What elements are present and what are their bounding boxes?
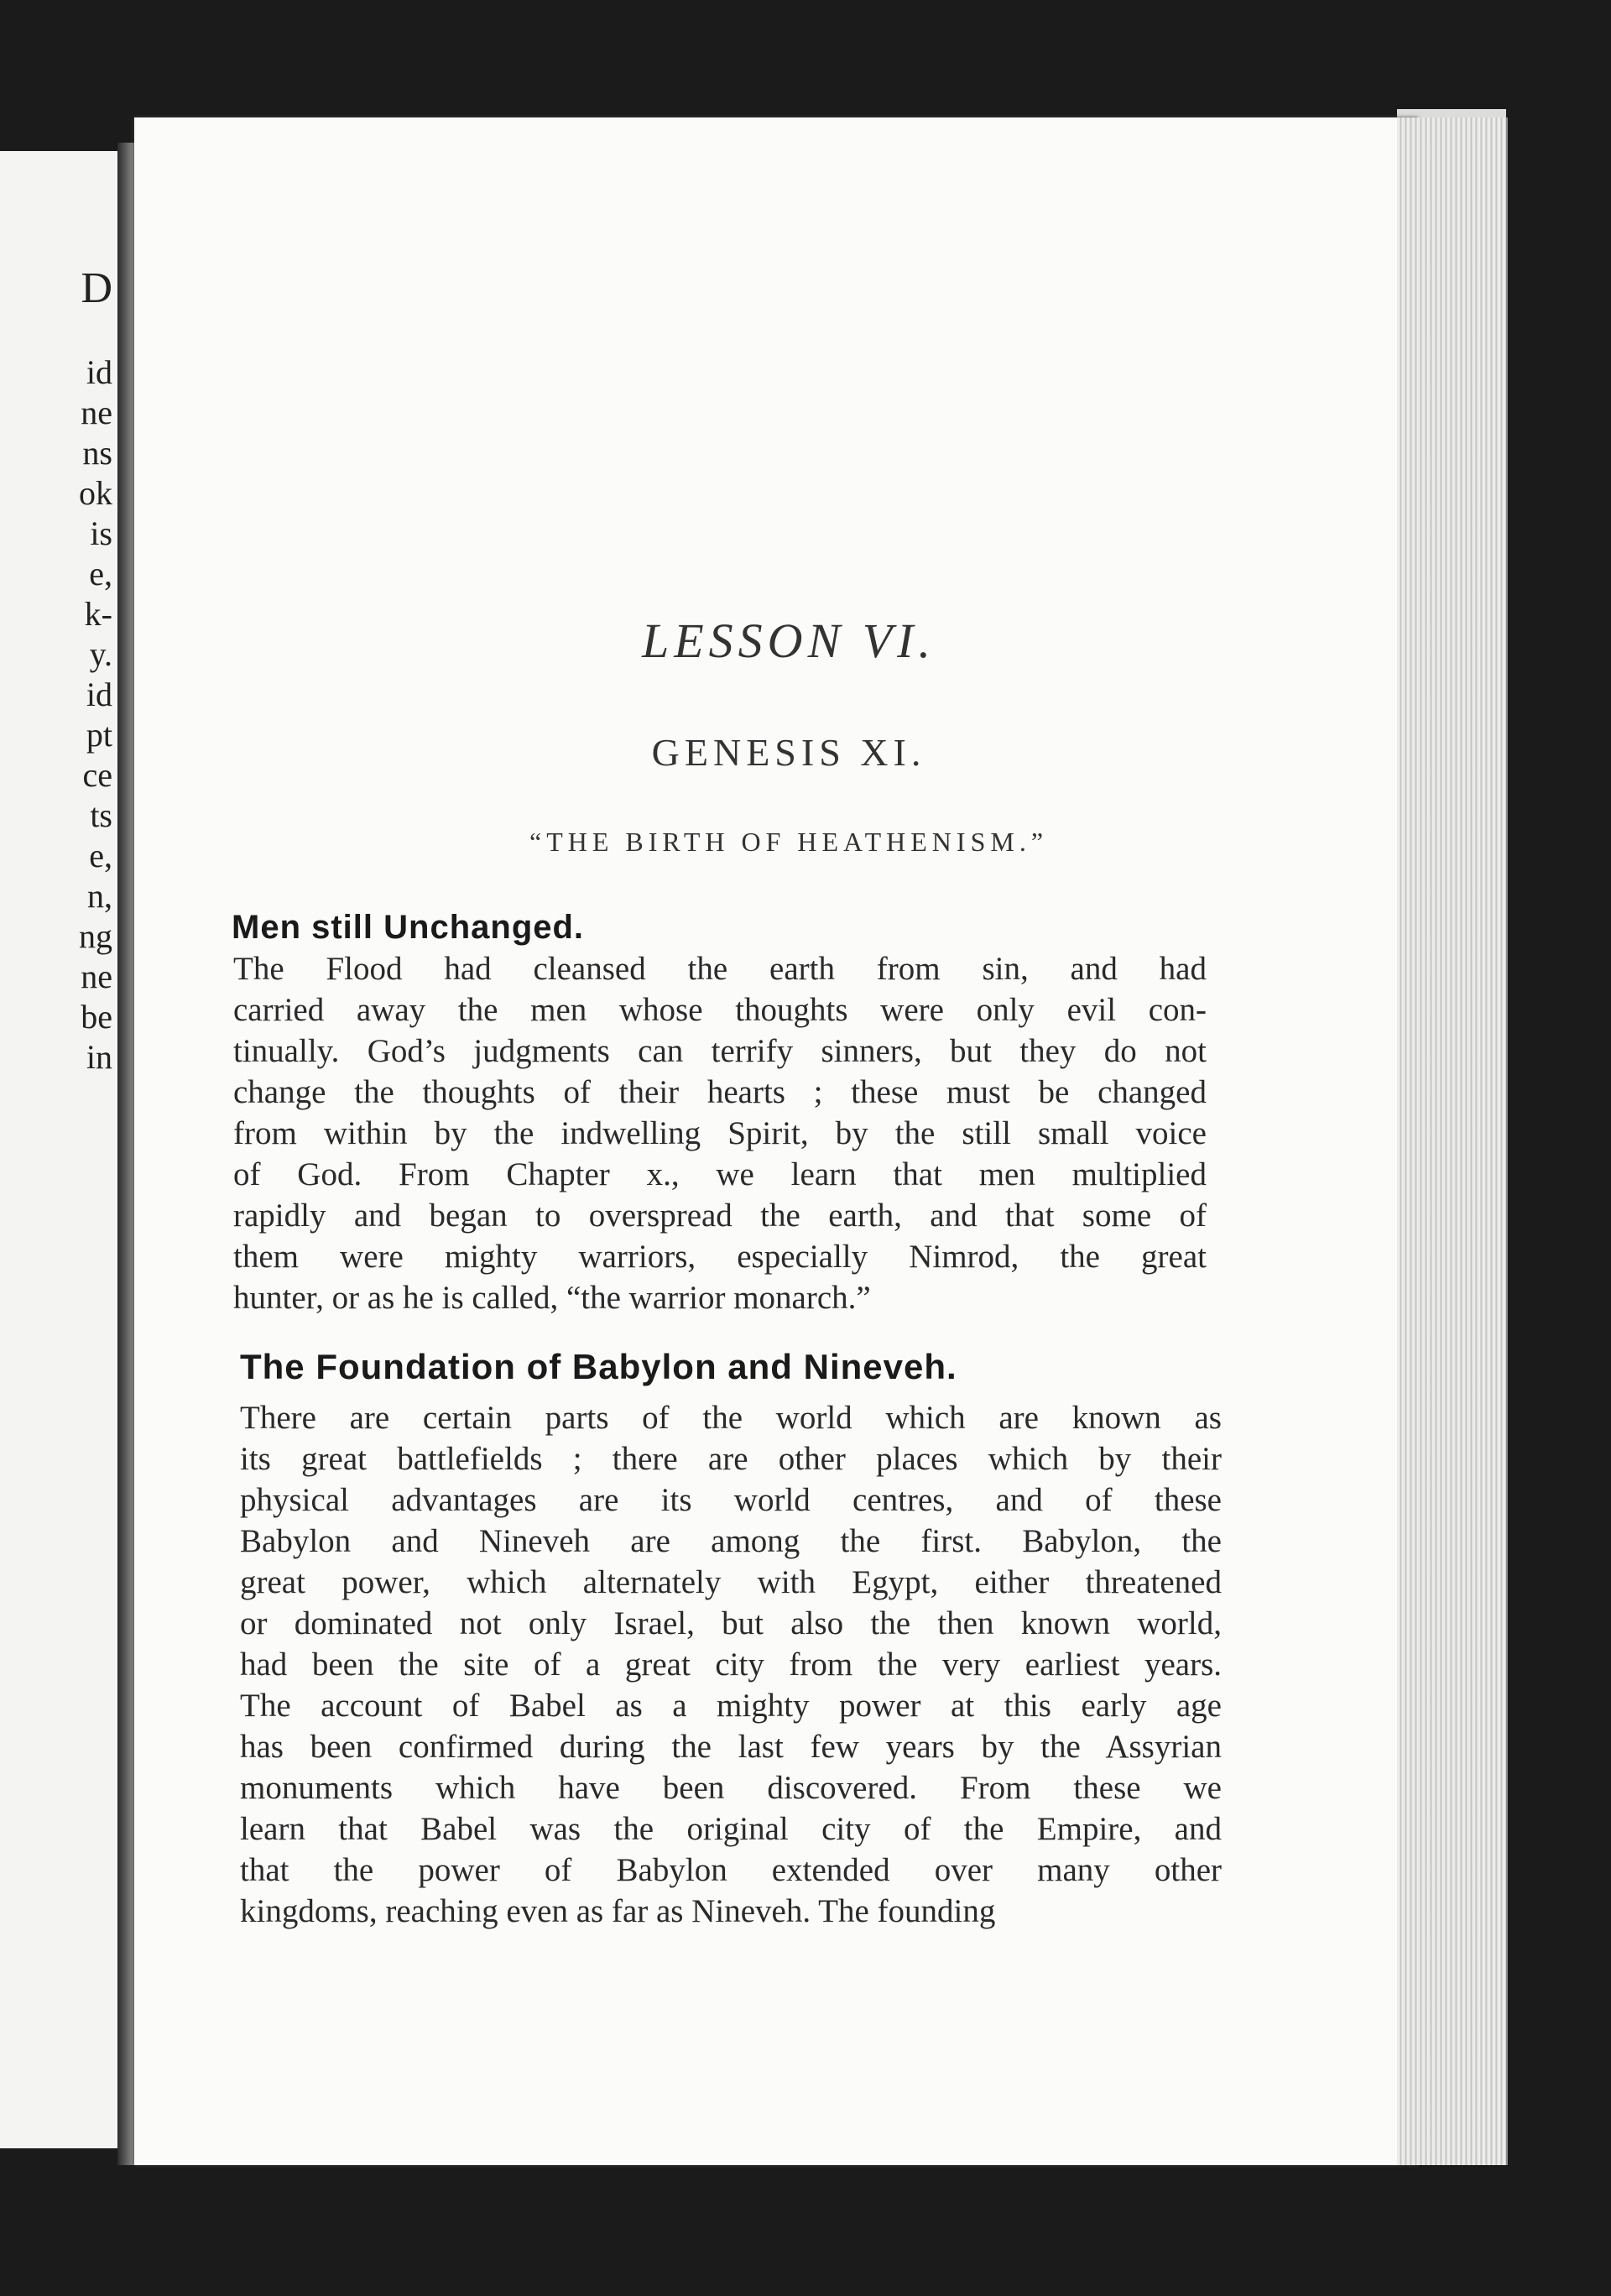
section-paragraph-1: [233, 948, 1207, 1318]
text-line: from within by the indwelling Spirit, by the still small voice: [233, 1115, 1207, 1151]
section-heading-foundation: The Foundation of Babylon and Nineveh.: [240, 1347, 957, 1386]
page-stack-edge: [1397, 117, 1508, 2165]
section-heading-men-still-unchanged: Men still Unchanged.: [232, 909, 585, 946]
text-line: that the power of Babylon extended over many other: [240, 1852, 1222, 1888]
left-page-line-fragment: ne: [81, 958, 112, 995]
left-page-line-fragment: id: [86, 353, 112, 391]
text-line: Babylon and Nineveh are among the first. Babylon, the: [240, 1523, 1222, 1559]
left-page-line-fragment: be: [81, 998, 112, 1036]
left-page-heading-fragment: D: [81, 264, 112, 312]
text-line: learn that Babel was the original city of the Empire, and: [240, 1811, 1222, 1847]
text-line: rapidly and began to overspread the earth, and that some of: [233, 1198, 1207, 1234]
left-page-line-fragment: is: [90, 514, 112, 552]
text-line: physical advantages are its world centres, and of these: [240, 1482, 1222, 1518]
left-page-line-fragment: ns: [82, 434, 112, 472]
text-line: change the thoughts of their hearts ; these must be changed: [233, 1074, 1207, 1110]
text-line: its great battlefields ; there are other places which by their: [240, 1441, 1222, 1477]
text-line: The Flood had cleansed the earth from sin, and had: [233, 951, 1207, 987]
text-line: tinually. God’s judgments can terrify sinners, but they do not: [233, 1033, 1207, 1069]
left-page-line-fragment: id: [86, 676, 112, 713]
left-page-line-fragment: in: [86, 1038, 112, 1076]
text-line: monuments which have been discovered. From these we: [240, 1770, 1222, 1806]
text-line: of God. From Chapter x., we learn that men multiplied: [233, 1156, 1207, 1192]
text-line: The account of Babel as a mighty power at this early age: [240, 1688, 1222, 1724]
lesson-subtitle: “THE BIRTH OF HEATHENISM.”: [529, 827, 1049, 857]
text-line: great power, which alternately with Egypt, either threatened: [240, 1564, 1222, 1600]
left-page-line-fragment: k-: [84, 595, 112, 633]
left-page-line-fragment: ts: [90, 796, 112, 834]
text-line: There are certain parts of the world which are known as: [240, 1400, 1222, 1436]
left-page: [0, 151, 120, 2148]
left-page-line-fragment: n,: [87, 877, 112, 915]
left-page-line-fragment: e,: [89, 555, 112, 592]
section-paragraph-2: [240, 1397, 1222, 1932]
left-page-line-fragment: pt: [86, 716, 112, 754]
left-page-line-fragment: ng: [79, 917, 112, 955]
text-line: kingdoms, reaching even as far as Nineveh. The founding: [240, 1893, 996, 1929]
text-line: has been confirmed during the last few years by the Assyrian: [240, 1729, 1222, 1765]
chapter-title: GENESIS XI.: [651, 731, 926, 774]
left-page-line-fragment: ne: [81, 394, 112, 431]
text-line: hunter, or as he is called, “the warrior monarch.”: [233, 1280, 871, 1316]
text-line: carried away the men whose thoughts were only evil con-: [233, 992, 1207, 1028]
text-line: or dominated not only Israel, but also the then known world,: [240, 1605, 1222, 1641]
left-page-line-fragment: e,: [89, 837, 112, 874]
text-line: them were mighty warriors, especially Nimrod, the great: [233, 1239, 1207, 1275]
text-line: had been the site of a great city from the very earliest years.: [240, 1646, 1222, 1683]
left-page-line-fragment: ok: [79, 474, 112, 512]
left-page-line-fragment: ce: [82, 756, 112, 794]
left-page-line-fragment: y.: [89, 635, 112, 673]
lesson-title: LESSON VI.: [642, 613, 936, 668]
